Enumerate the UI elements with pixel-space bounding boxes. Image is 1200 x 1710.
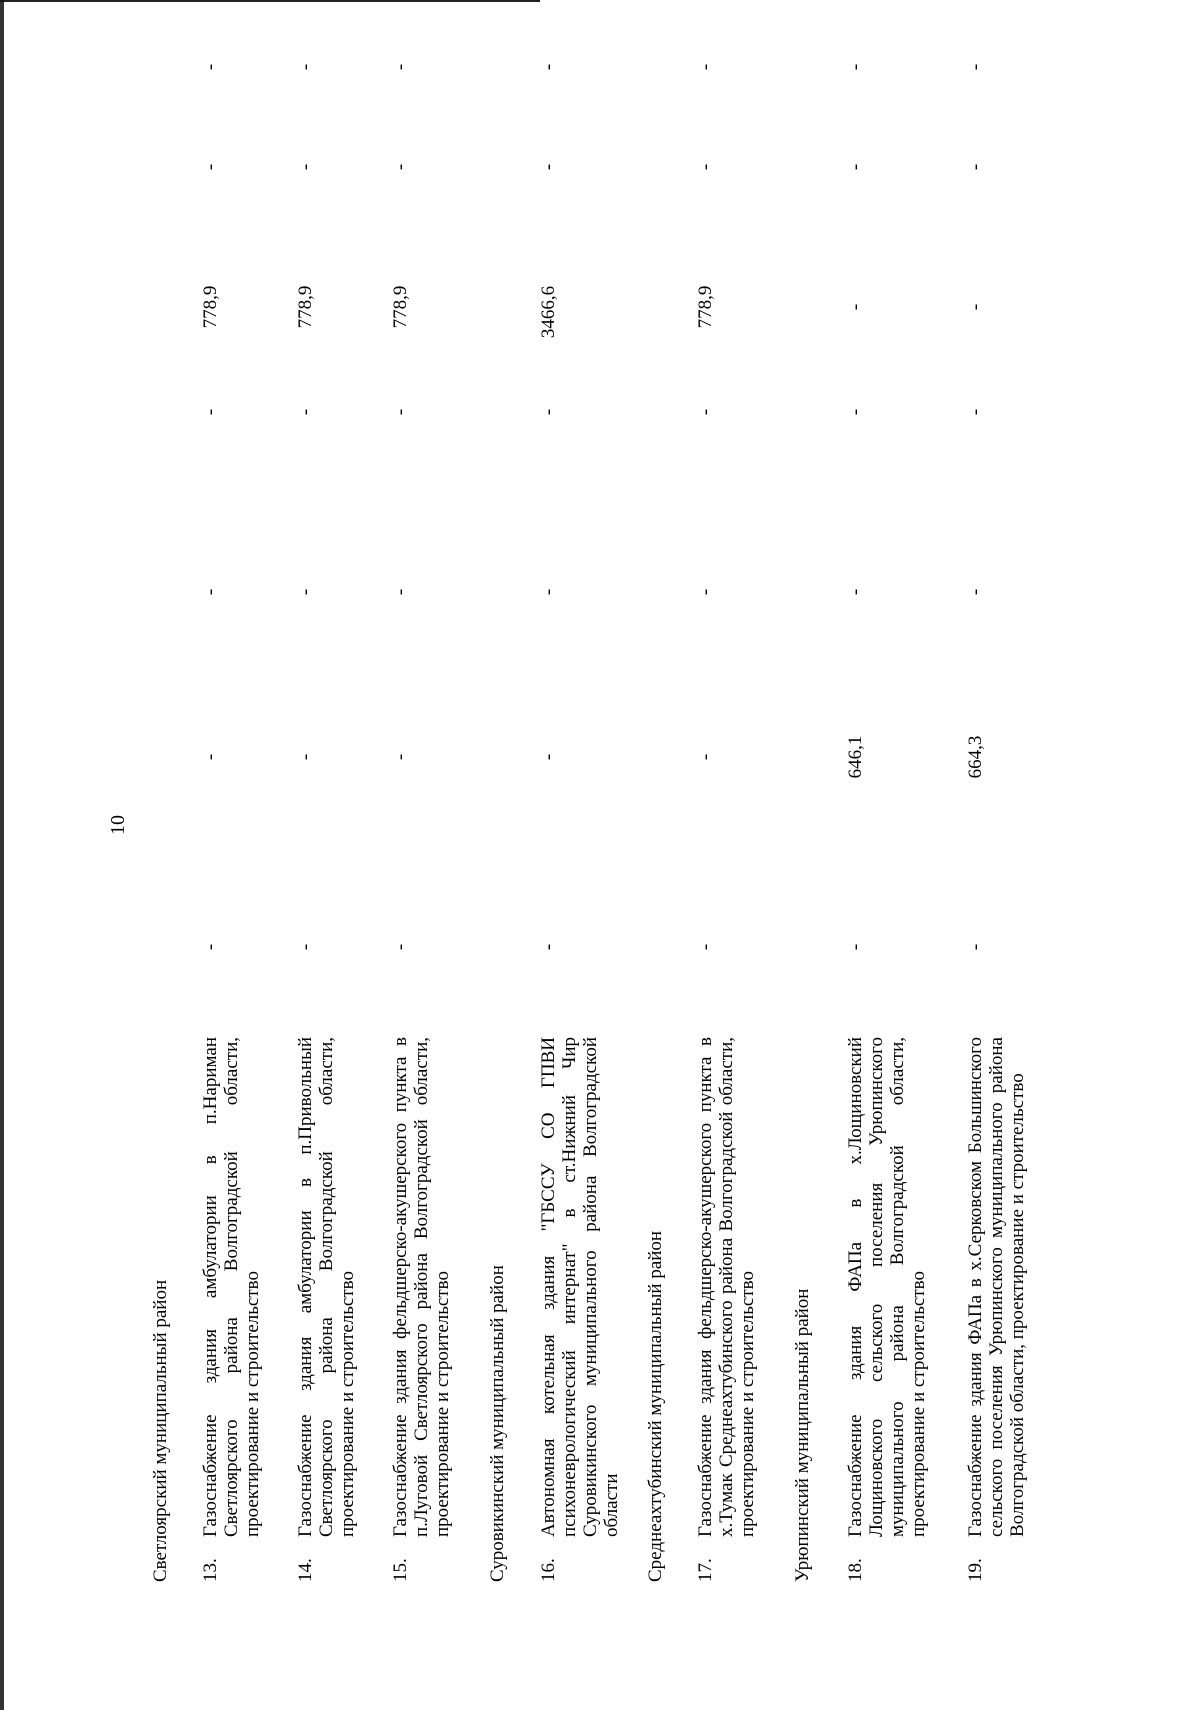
row-number: 14. xyxy=(295,1558,316,1582)
row-name: Газоснабжение здания амбулатории в п.Привольный Светлоярского района Волгоградской области, проектирование и строительство xyxy=(295,1037,358,1537)
row-value: - xyxy=(390,588,411,596)
row-number: 18. xyxy=(845,1558,866,1582)
row-value: - xyxy=(538,408,559,416)
row-value: 778,9 xyxy=(390,285,411,329)
row-value: 778,9 xyxy=(200,285,221,329)
section-heading: Светлоярский муниципальный район xyxy=(150,1279,171,1582)
row-value: - xyxy=(845,588,866,596)
row-value: - xyxy=(390,163,411,171)
row-value: - xyxy=(200,163,221,171)
row-value: - xyxy=(538,588,559,596)
row-value: 646,1 xyxy=(845,735,866,779)
row-number: 15. xyxy=(390,1558,411,1582)
row-value: - xyxy=(295,163,316,171)
row-value: - xyxy=(200,588,221,596)
row-name: Газоснабжение здания амбулатории в п.Нариман Светлоярского района Волгоградской области, проектирование и строительство xyxy=(200,1037,263,1537)
row-value: - xyxy=(845,163,866,171)
section-heading: Среднеахтубинский муниципальный район xyxy=(645,1230,666,1582)
section-heading: Суровикинский муниципальный район xyxy=(487,1265,508,1582)
row-name: Автономная котельная здания "ГБССУ СО ГПВИ психоневрологический интернат" в ст.Нижний Чир Суровикинского муниципального района Волгоградской области xyxy=(538,1037,622,1537)
row-value: 778,9 xyxy=(295,285,316,329)
row-value: - xyxy=(965,303,986,311)
row-value: - xyxy=(965,63,986,71)
row-value: 778,9 xyxy=(695,285,716,329)
row-value: 664,3 xyxy=(965,735,986,779)
row-value: - xyxy=(965,408,986,416)
row-number: 13. xyxy=(200,1558,221,1582)
row-value: - xyxy=(695,408,716,416)
section-heading: Урюпинский муниципальный район xyxy=(792,1288,813,1582)
row-value: - xyxy=(200,63,221,71)
row-value: - xyxy=(845,303,866,311)
row-value: - xyxy=(538,753,559,761)
row-value: - xyxy=(295,753,316,761)
row-value: - xyxy=(965,943,986,951)
row-value: - xyxy=(965,163,986,171)
row-number: 19. xyxy=(965,1558,986,1582)
row-value: - xyxy=(965,588,986,596)
row-value: - xyxy=(845,943,866,951)
row-value: - xyxy=(390,408,411,416)
row-number: 16. xyxy=(538,1558,559,1582)
row-name: Газоснабжение здания фельдшерско-акушерского пункта в х.Тумак Среднеахтубинского района Волгоградской области, проектирование и строительство xyxy=(695,1037,758,1537)
row-value: - xyxy=(295,63,316,71)
row-value: - xyxy=(390,943,411,951)
row-name: Газоснабжение здания ФАПа в х.Лощиновский Лощиновского сельского поселения Урюпинского муниципального района Волгоградской области, проектирование и строительство xyxy=(845,1037,929,1537)
row-value: - xyxy=(695,588,716,596)
row-name: Газоснабжение здания ФАПа в х.Серковском Большинского сельского поселения Урюпинского муниципального района Волгоградской области, проектирование и строительство xyxy=(965,1037,1028,1537)
row-value: - xyxy=(695,63,716,71)
row-value: - xyxy=(390,753,411,761)
row-value: - xyxy=(695,943,716,951)
row-value: - xyxy=(695,753,716,761)
row-value: - xyxy=(538,943,559,951)
row-value: - xyxy=(200,408,221,416)
row-value: - xyxy=(390,63,411,71)
row-value: - xyxy=(295,943,316,951)
row-value: - xyxy=(200,943,221,951)
row-number: 17. xyxy=(695,1558,716,1582)
row-value: - xyxy=(200,753,221,761)
row-name: Газоснабжение здания фельдшерско-акушерского пункта в п.Луговой Светлоярского района Волгоградской области, проектирование и строительство xyxy=(390,1037,453,1537)
row-value: - xyxy=(845,408,866,416)
row-value: - xyxy=(845,63,866,71)
row-value: - xyxy=(295,588,316,596)
row-value: - xyxy=(538,163,559,171)
row-value: - xyxy=(538,63,559,71)
row-value: - xyxy=(295,408,316,416)
row-value: - xyxy=(695,163,716,171)
row-value: 3466,6 xyxy=(538,285,559,339)
page-number: 10 xyxy=(107,815,129,835)
